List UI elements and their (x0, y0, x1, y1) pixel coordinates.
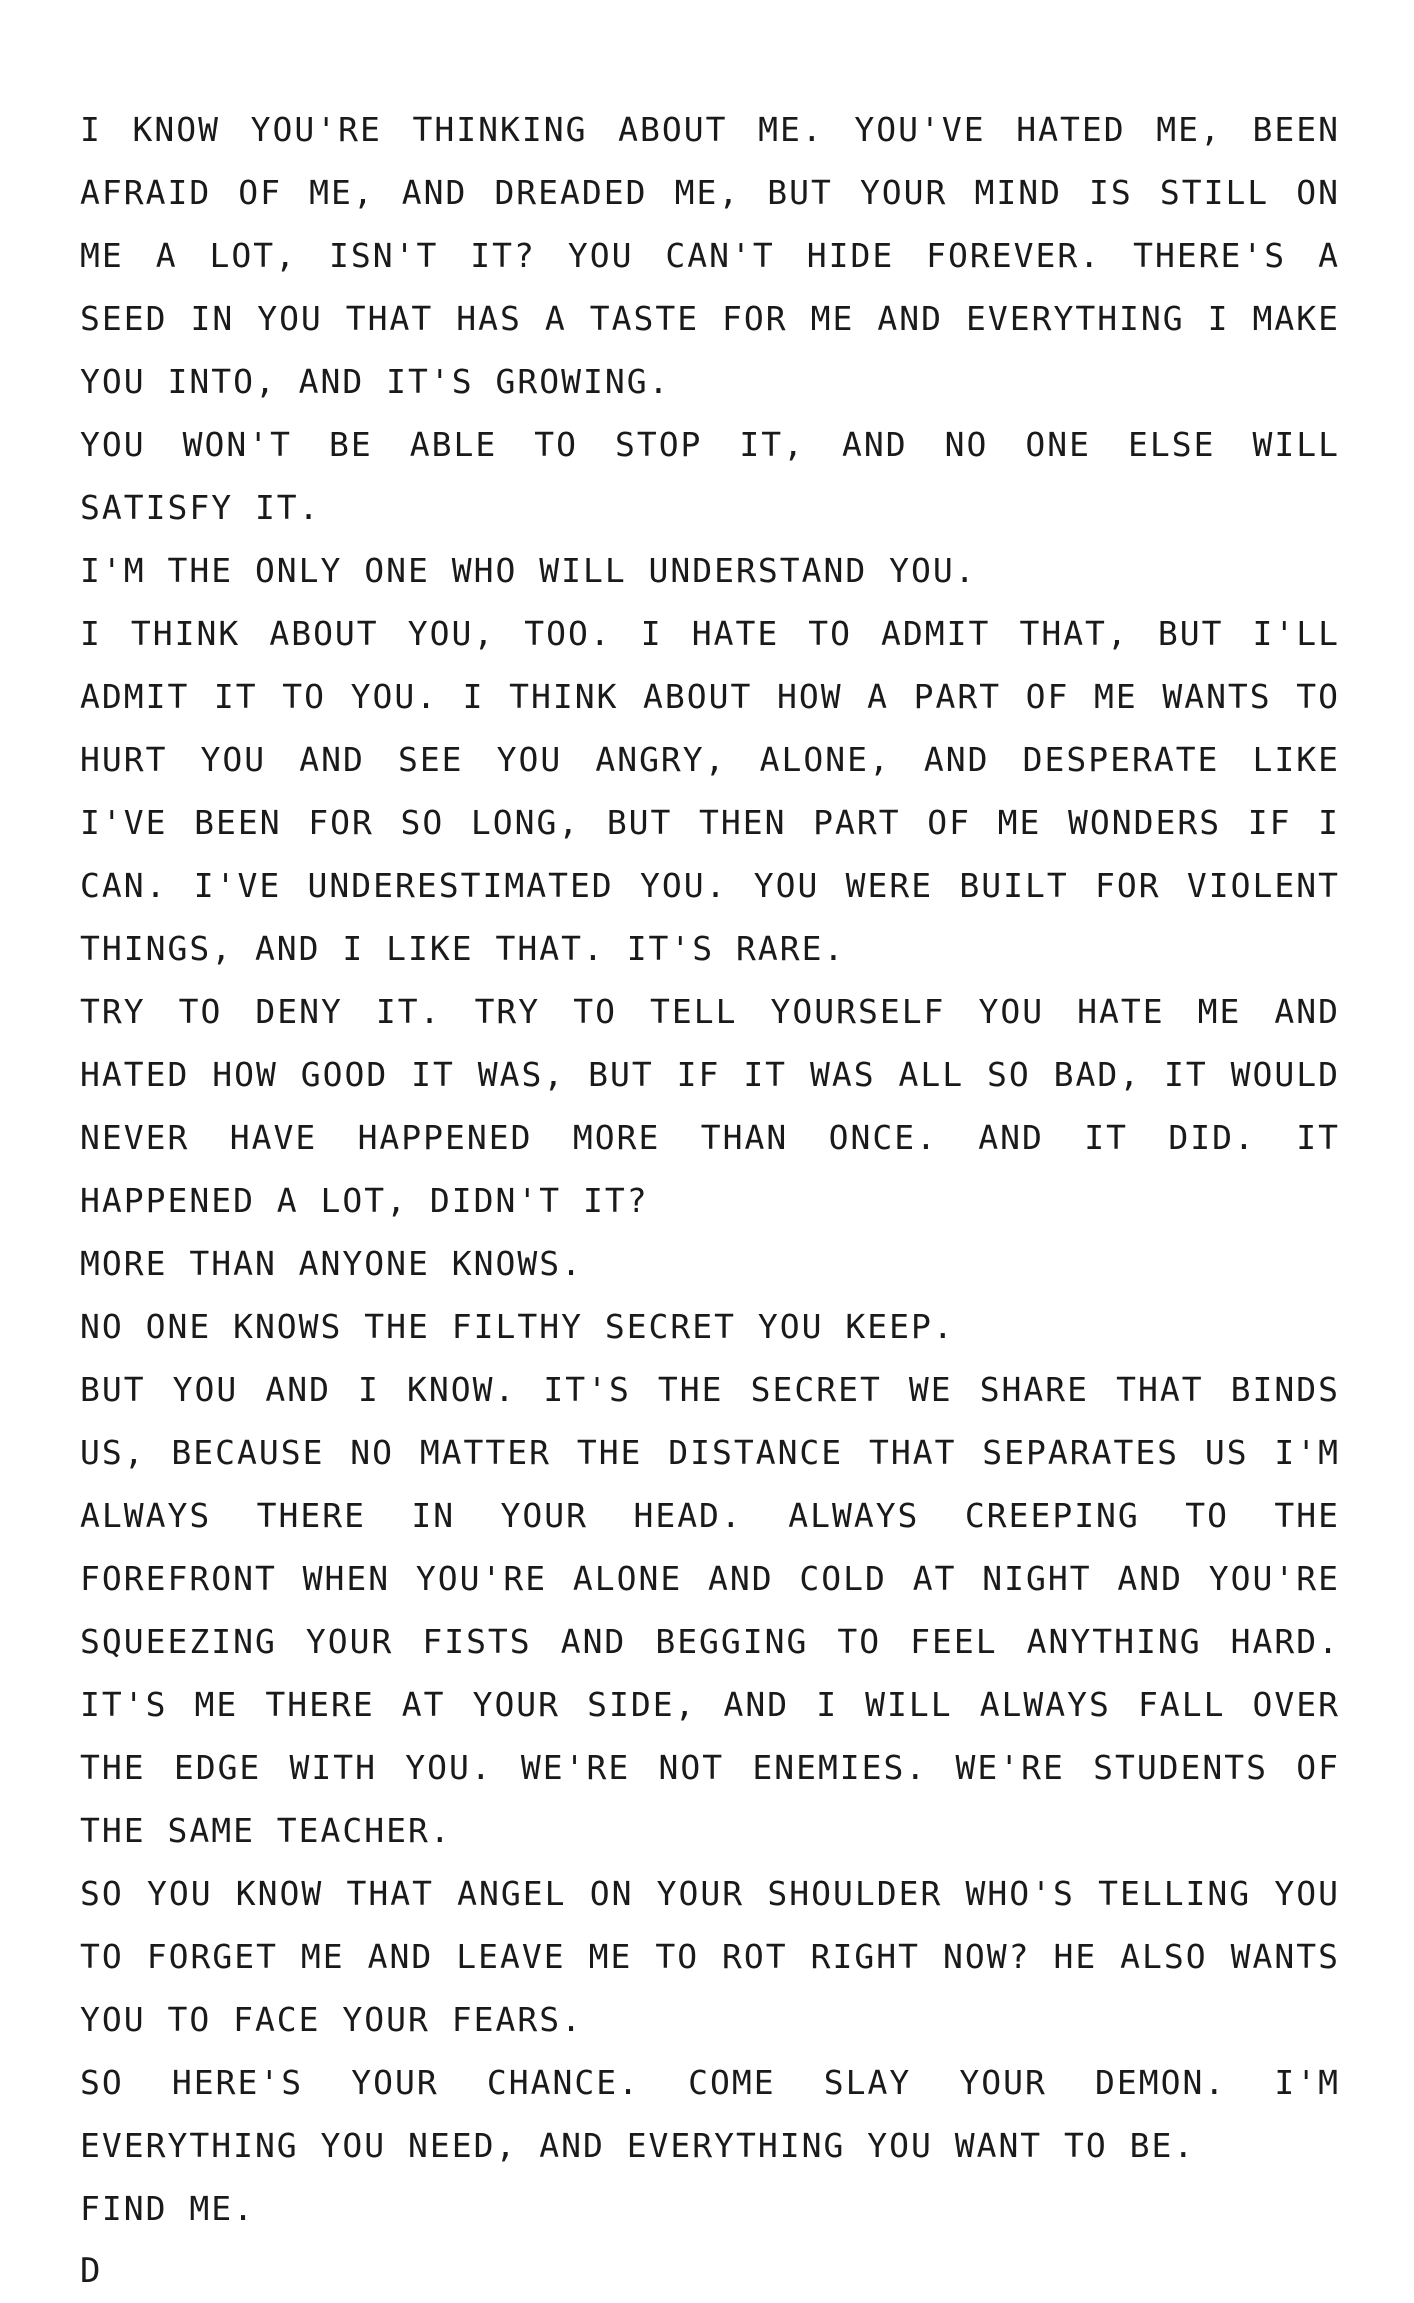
letter-paragraph: BUT YOU AND I KNOW. IT'S THE SECRET WE SHARE THAT BINDS US, BECAUSE NO MATTER THE DISTANCE THAT SEPARATES US I'M ALWAYS THERE IN YOUR HEAD. ALWAYS CREEPING TO THE FOREFRONT WHEN YOU'RE ALONE AND COLD AT NIGHT AND YOU'RE SQUEEZING YOUR FISTS AND BEGGING TO FEEL ANYTHING HARD. IT'S ME THERE AT YOUR SIDE, AND I WILL ALWAYS FALL OVER THE EDGE WITH YOU. WE'RE NOT ENEMIES. WE'RE STUDENTS OF THE SAME TEACHER. (80, 1370, 1340, 1850)
letter-paragraph: YOU WON'T BE ABLE TO STOP IT, AND NO ONE ELSE WILL SATISFY IT. (80, 425, 1340, 527)
letter-paragraph: I KNOW YOU'RE THINKING ABOUT ME. YOU'VE HATED ME, BEEN AFRAID OF ME, AND DREADED ME, BUT YOUR MIND IS STILL ON ME A LOT, ISN'T IT? YOU CAN'T HIDE FOREVER. THERE'S A SEED IN YOU THAT HAS A TASTE FOR ME AND EVERYTHING I MAKE YOU INTO, AND IT'S GROWING. (80, 110, 1340, 401)
letter-paragraph: I'M THE ONLY ONE WHO WILL UNDERSTAND YOU. (80, 551, 977, 590)
letter-paragraph: TRY TO DENY IT. TRY TO TELL YOURSELF YOU HATE ME AND HATED HOW GOOD IT WAS, BUT IF IT WAS ALL SO BAD, IT WOULD NEVER HAVE HAPPENED MORE THAN ONCE. AND IT DID. IT HAPPENED A LOT, DIDN'T IT? (80, 992, 1340, 1220)
letter-body (80, 98, 1340, 2303)
letter-paragraph: FIND ME. (80, 2189, 255, 2228)
letter-paragraph: MORE THAN ANYONE KNOWS. (80, 1244, 583, 1283)
letter-signature: D (80, 2251, 103, 2291)
letter-paragraph: SO HERE'S YOUR CHANCE. COME SLAY YOUR DEMON. I'M EVERYTHING YOU NEED, AND EVERYTHING YOU WANT TO BE. (80, 2063, 1340, 2165)
letter-paragraph: SO YOU KNOW THAT ANGEL ON YOUR SHOULDER WHO'S TELLING YOU TO FORGET ME AND LEAVE ME TO ROT RIGHT NOW? HE ALSO WANTS YOU TO FACE YOUR FEARS. (80, 1874, 1340, 2039)
letter-paragraph: I THINK ABOUT YOU, TOO. I HATE TO ADMIT THAT, BUT I'LL ADMIT IT TO YOU. I THINK ABOUT HOW A PART OF ME WANTS TO HURT YOU AND SEE YOU ANGRY, ALONE, AND DESPERATE LIKE I'VE BEEN FOR SO LONG, BUT THEN PART OF ME WONDERS IF I CAN. I'VE UNDERESTIMATED YOU. YOU WERE BUILT FOR VIOLENT THINGS, AND I LIKE THAT. IT'S RARE. (80, 614, 1340, 968)
letter-paragraph: NO ONE KNOWS THE FILTHY SECRET YOU KEEP. (80, 1307, 955, 1346)
